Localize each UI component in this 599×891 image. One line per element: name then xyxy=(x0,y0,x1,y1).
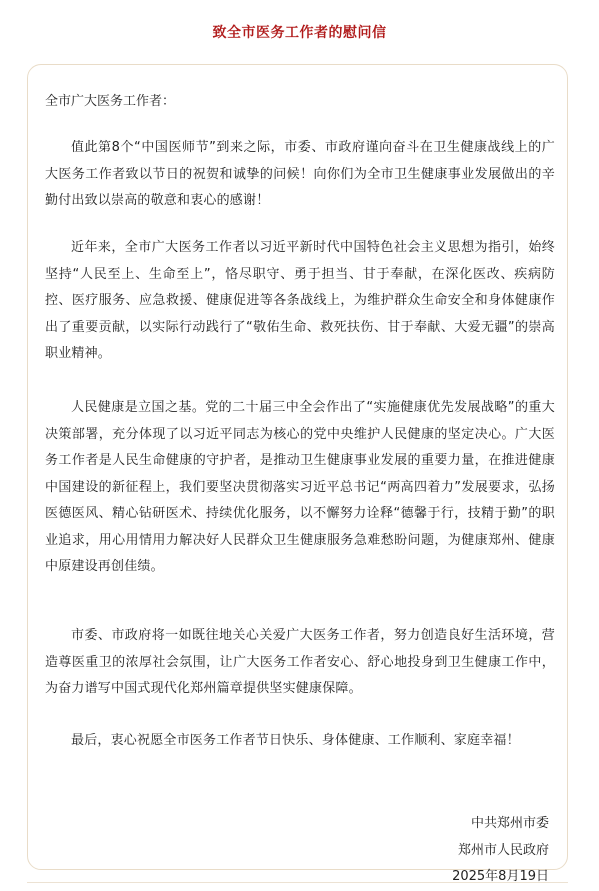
letter-card xyxy=(27,64,568,884)
letter-paragraph-1: 值此第8个“中国医师节”到来之际，市委、市政府谨向奋斗在卫生健康战线上的广大医务工作者致以节日的祝贺和诚挚的问候！向你们为全市卫生健康事业发展做出的辛勤付出致以崇高的敬意和衷心的感谢！ xyxy=(45,140,555,208)
page-title: 致全市医务工作者的慰问信 xyxy=(212,25,387,41)
bottom-divider xyxy=(27,882,568,886)
letter-paragraph-4: 市委、市政府将一如既往地关心关爱广大医务工作者，努力创造良好生活环境，营造尊医重卫的浓厚社会氛围，让广大医务工作者安心、舒心地投身到卫生健康工作中，为奋力谱写中国式现代化郑州篇章提供坚实健康保障。 xyxy=(45,628,555,696)
letter-paragraph-3: 人民健康是立国之基。党的二十届三中全会作出了“实施健康优先发展战略”的重大决策部署，充分体现了以习近平同志为核心的党中央维护人民健康的坚定决心。广大医务工作者是人民生命健康的守护者，是推动卫生健康事业发展的重要力量，在推进健康中国建设的新征程上，我们要坚决贯彻落实习近平总书记“两高四着力”发展要求，弘扬医德医风、精心钻研医术、持续优化服务，以不懈努力诠释“德馨于行，技精于勤”的职业追求，用心用情用力解决好人民群众卫生健康服务急难愁盼问题，为健康郑州、健康中原建设再创佳绩。 xyxy=(45,400,555,574)
letter-body xyxy=(45,92,555,748)
signature-date: 2025年8月19日 xyxy=(452,869,549,884)
letter-signature xyxy=(452,811,549,891)
letter-salutation: 全市广大医务工作者： xyxy=(45,94,176,109)
letter-paragraph-2: 近年来，全市广大医务工作者以习近平新时代中国特色社会主义思想为指引，始终坚持“人民至上、生命至上”，恪尽职守、勇于担当、甘于奉献，在深化医改、疾病防控、医疗服务、应急救援、健康促进等各条战线上，为维护群众生命安全和身体健康作出了重要贡献，以实际行动践行了“敬佑生命、救死扶伤、甘于奉献、大爱无疆”的崇高职业精神。 xyxy=(45,240,555,361)
signature-org-party: 中共郑州市委 xyxy=(470,816,549,831)
signature-org-government: 郑州市人民政府 xyxy=(457,842,549,858)
letter-paragraph-5: 最后，衷心祝愿全市医务工作者节日快乐、身体健康、工作顺利、家庭幸福！ xyxy=(71,733,520,748)
